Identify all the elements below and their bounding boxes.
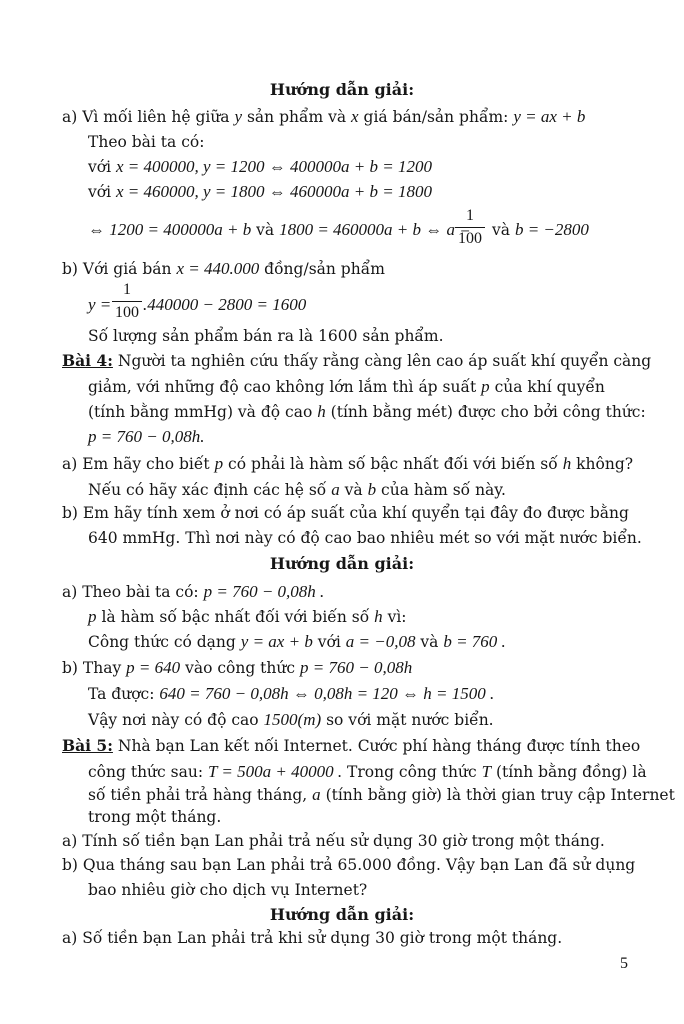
text-line [88, 786, 675, 804]
text: với [317, 633, 341, 651]
equation-line [88, 221, 471, 239]
text: và [492, 221, 510, 239]
text: và [256, 221, 275, 239]
text: giá bán/sản phẩm: [363, 108, 509, 126]
text-line [88, 403, 646, 421]
math: p = 760 − 0,08h [300, 658, 413, 677]
exercise-label: Bài 5: [62, 736, 113, 755]
math: p = 760 − 0,08h . [203, 582, 325, 601]
text-line [62, 583, 324, 601]
fraction-numerator: 1 [123, 281, 131, 298]
formula: p = 760 − 0,08h. [88, 427, 205, 446]
text: là hàm số bậc nhất đối với biến số [101, 608, 370, 626]
text: sản phẩm và [246, 108, 347, 126]
text-line: b) Em hãy tính xem ở nơi có áp suất của khí quyển tại đây đo được bằng [62, 504, 629, 522]
solution-heading: Hướng dẫn giải: [269, 554, 415, 573]
text-line [62, 108, 585, 126]
text-line: b) Qua tháng sau bạn Lan phải trả 65.000 đồng. Vậy bạn Lan đã sử dụng [62, 856, 636, 874]
text-line [62, 659, 412, 677]
math: a [331, 480, 340, 499]
text: (tính bằng đồng) là [496, 763, 647, 781]
equation-line-tail [492, 221, 589, 239]
text: b) Với giá bán [62, 260, 172, 278]
math: 1500(m) [263, 710, 322, 729]
math: x = 400000, y = 1200 ⇔ 400000a + b = 1200 [115, 157, 432, 176]
text: có phải là hàm số bậc nhất đối với biến số [228, 455, 558, 473]
fraction [455, 208, 485, 247]
fraction-numerator: 1 [466, 207, 474, 224]
text: của khí quyển [494, 378, 605, 396]
text-line [88, 608, 407, 626]
math: 640 = 760 − 0,08h ⇔ 0,08h = 120 ⇔ h = 1500 . [159, 684, 495, 703]
text-line: 640 mmHg. Thì nơi này có độ cao bao nhiêu mét so với mặt nước biển. [88, 529, 642, 547]
exercise-4 [62, 353, 651, 370]
text: (tính bằng giờ) là thời gian truy cập Internet [325, 786, 675, 804]
text: số tiền phải trả hàng tháng, [88, 786, 308, 804]
text-line [88, 685, 494, 703]
math: T = 500a + 40000 . [207, 762, 343, 781]
text: (tính bằng mét) được cho bởi công thức: [330, 403, 646, 421]
text: Ta được: [88, 685, 155, 703]
text: a) Vì mối liên hệ giữa [62, 108, 230, 126]
text-line [88, 633, 506, 651]
text: a) Em hãy cho biết [62, 455, 210, 473]
fraction-denominator: 100 [115, 304, 139, 321]
text: vì: [387, 608, 407, 626]
text-line [88, 378, 605, 396]
text: với [88, 158, 112, 176]
math: h [317, 402, 326, 421]
solution-heading: Hướng dẫn giải: [269, 905, 415, 924]
text: không? [576, 455, 634, 473]
text-line: a) Số tiền bạn Lan phải trả khi sử dụng 30 giờ trong một tháng. [62, 929, 563, 947]
text: công thức sau: [88, 763, 204, 781]
math: b = −2800 [514, 220, 589, 239]
text-line: a) Tính số tiền bạn Lan phải trả nếu sử dụng 30 giờ trong một tháng. [62, 832, 605, 850]
text-line: bao nhiêu giờ cho dịch vụ Internet? [88, 881, 368, 899]
math: y = ax + b [513, 107, 586, 126]
math: .440000 − 2800 = 1600 [143, 295, 307, 314]
math: T [481, 762, 492, 781]
text: Nếu có hãy xác định các hệ số [88, 481, 327, 499]
math: ⇔ 1200 = 400000a + b [88, 220, 252, 239]
math: x [351, 107, 359, 126]
fraction-bar [455, 227, 485, 228]
math: p [214, 454, 224, 473]
math: h [374, 607, 383, 626]
exercise-label: Bài 4: [62, 351, 113, 370]
text: b) Thay [62, 659, 122, 677]
text-line [88, 711, 494, 729]
text: đồng/sản phẩm [264, 260, 385, 278]
math: x = 440.000 [176, 259, 260, 278]
equation-line [88, 296, 111, 314]
math: p = 640 [126, 658, 181, 677]
text: Vậy nơi này có độ cao [88, 711, 259, 729]
fraction-bar [112, 301, 142, 302]
text-line: Theo bài ta có: [88, 133, 205, 151]
text: so với mặt nước biển. [326, 711, 494, 729]
math: a = −0,08 [345, 632, 416, 651]
math: a [312, 785, 321, 804]
math: 1800 = 460000a + b ⇔ a = [279, 220, 471, 239]
text-line [88, 158, 432, 176]
math: y = [88, 295, 112, 314]
text: a) Theo bài ta có: [62, 583, 199, 601]
text-line [88, 481, 506, 499]
exercise-5 [62, 738, 640, 755]
text-line: Số lượng sản phẩm bán ra là 1600 sản phẩm. [88, 327, 444, 345]
text: Người ta nghiên cứu thấy rằng càng lên cao áp suất khí quyển càng [117, 352, 652, 370]
text: Trong công thức [347, 763, 477, 781]
math: y [234, 107, 243, 126]
text: (tính bằng mmHg) và độ cao [88, 403, 313, 421]
math: y = ax + b [240, 632, 313, 651]
fraction-denominator: 100 [458, 230, 482, 247]
math: b = 760 . [443, 632, 506, 651]
math: h [562, 454, 572, 473]
solution-heading: Hướng dẫn giải: [269, 80, 415, 99]
text: giảm, với những độ cao không lớn lắm thì áp suất [88, 378, 477, 396]
text: và [420, 633, 439, 651]
text: với [88, 183, 112, 201]
text: Công thức có dạng [88, 633, 236, 651]
text: và [344, 481, 363, 499]
math: p [481, 377, 490, 396]
text-line [62, 260, 385, 278]
text-line: trong một tháng. [88, 808, 222, 826]
text: vào công thức [185, 659, 296, 677]
text: của hàm số này. [381, 481, 506, 499]
text: Nhà bạn Lan kết nối Internet. Cước phí hàng tháng được tính theo [117, 737, 641, 755]
page-number: 5 [620, 955, 628, 972]
math: p [88, 607, 97, 626]
math: x = 460000, y = 1800 ⇔ 460000a + b = 1800 [115, 182, 432, 201]
fraction [112, 282, 142, 321]
text-line [88, 183, 432, 201]
text-line [62, 455, 633, 473]
text-line [88, 763, 647, 781]
math: b [367, 480, 377, 499]
